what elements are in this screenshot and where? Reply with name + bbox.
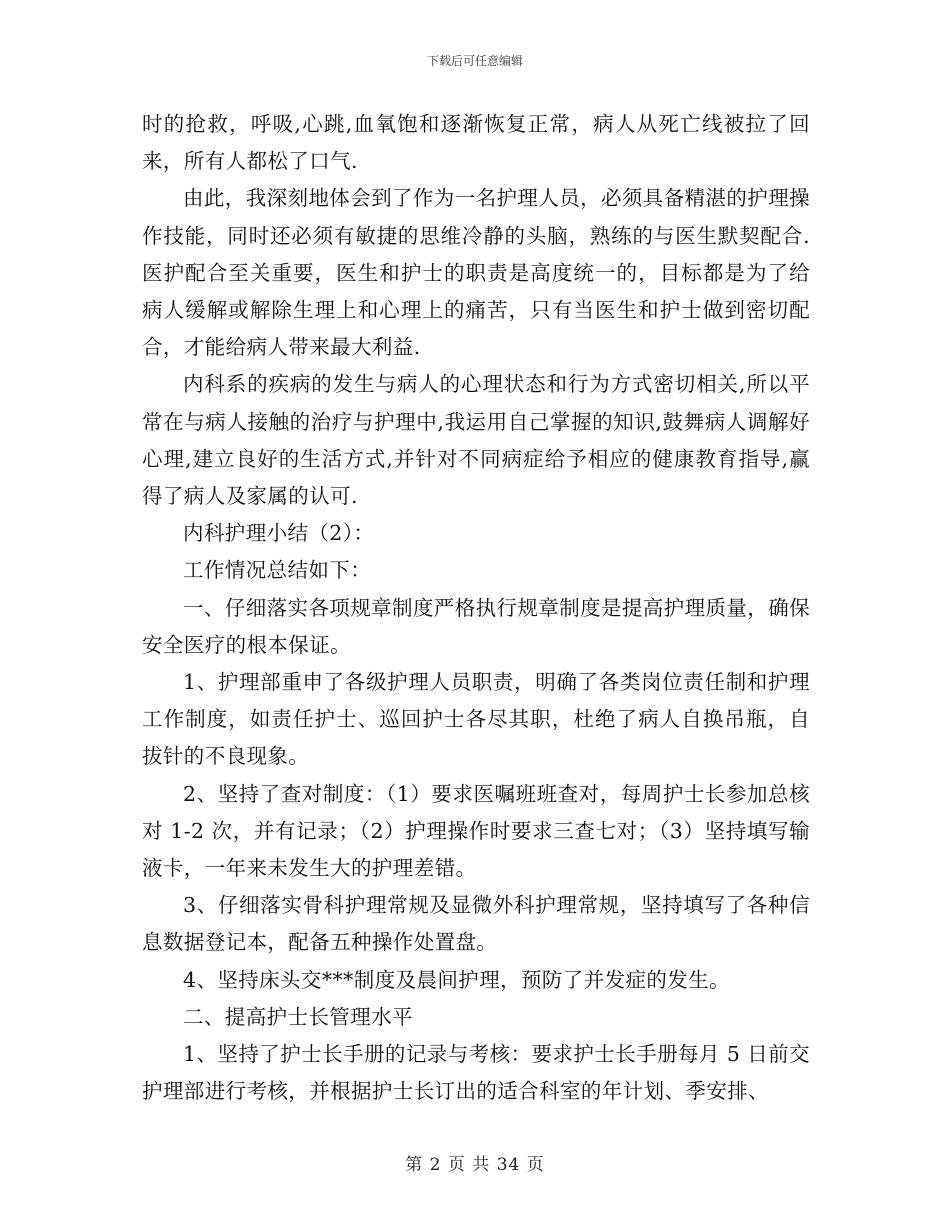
document-body xyxy=(142,106,810,1110)
paragraph-3: 内科系的疾病的发生与病人的心理状态和行为方式密切相关,所以平常在与病人接触的治疗与护理中,我运用自己掌握的知识,鼓舞病人调解好心理,建立良好的生活方式,并针对不同病症给予相应的健康教育指导,赢得了病人及家属的认可. xyxy=(142,372,810,509)
heading-section-1: 一、仔细落实各项规章制度严格执行规章制度是提高护理质量，确保安全医疗的根本保证。 xyxy=(142,595,810,657)
paragraph-2: 由此，我深刻地体会到了作为一名护理人员，必须具备精湛的护理操作技能，同时还必须有敏捷的思维冷静的头脑，熟练的与医生默契配合. 医护配合至关重要，医生和护士的职责是高度统一的，目标都是为了给病人缓解或解除生理上和心理上的痛苦，只有当医生和护士做到密切配合，才能给病人带来最大利益. xyxy=(142,186,810,360)
list-item-4: 4、坚持床头交***制度及晨间护理，预防了并发症的发生。 xyxy=(183,967,730,992)
list-item-3: 3、仔细落实骨科护理常规及显微外科护理常规，坚持填写了各种信息数据登记本，配备五种操作处置盘。 xyxy=(142,893,810,955)
paragraph-1: 时的抢救，呼吸,心跳,血氧饱和逐渐恢复正常，病人从死亡线被拉了回来，所有人都松了口气. xyxy=(142,112,810,174)
section-title-summary-2: 内科护理小结（2）： xyxy=(183,521,375,546)
list-item-2: 2、坚持了查对制度：（1）要求医嘱班班查对，每周护士长参加总核对 1-2 次，并有记录；（2）护理操作时要求三查七对；（3）坚持填写输液卡，一年来未发生大的护理差错。 xyxy=(142,781,810,881)
page-number-footer: 第 2 页 共 34 页 xyxy=(405,1155,545,1175)
list-item-1: 1、护理部重申了各级护理人员职责，明确了各类岗位责任制和护理工作制度，如责任护士、巡回护士各尽其职，杜绝了病人自换吊瓶，自拔针的不良现象。 xyxy=(142,670,810,769)
page-header: 下载后可任意编辑 xyxy=(426,54,523,68)
heading-section-2: 二、提高护士长管理水平 xyxy=(183,1004,413,1029)
list-item-5: 1、坚持了护士长手册的记录与考核：要求护士长手册每月 5 日前交护理部进行考核，并根据护士长订出的适合科室的年计划、季安排、 xyxy=(142,1042,810,1104)
paragraph-work-summary-intro: 工作情况总结如下： xyxy=(183,558,372,583)
